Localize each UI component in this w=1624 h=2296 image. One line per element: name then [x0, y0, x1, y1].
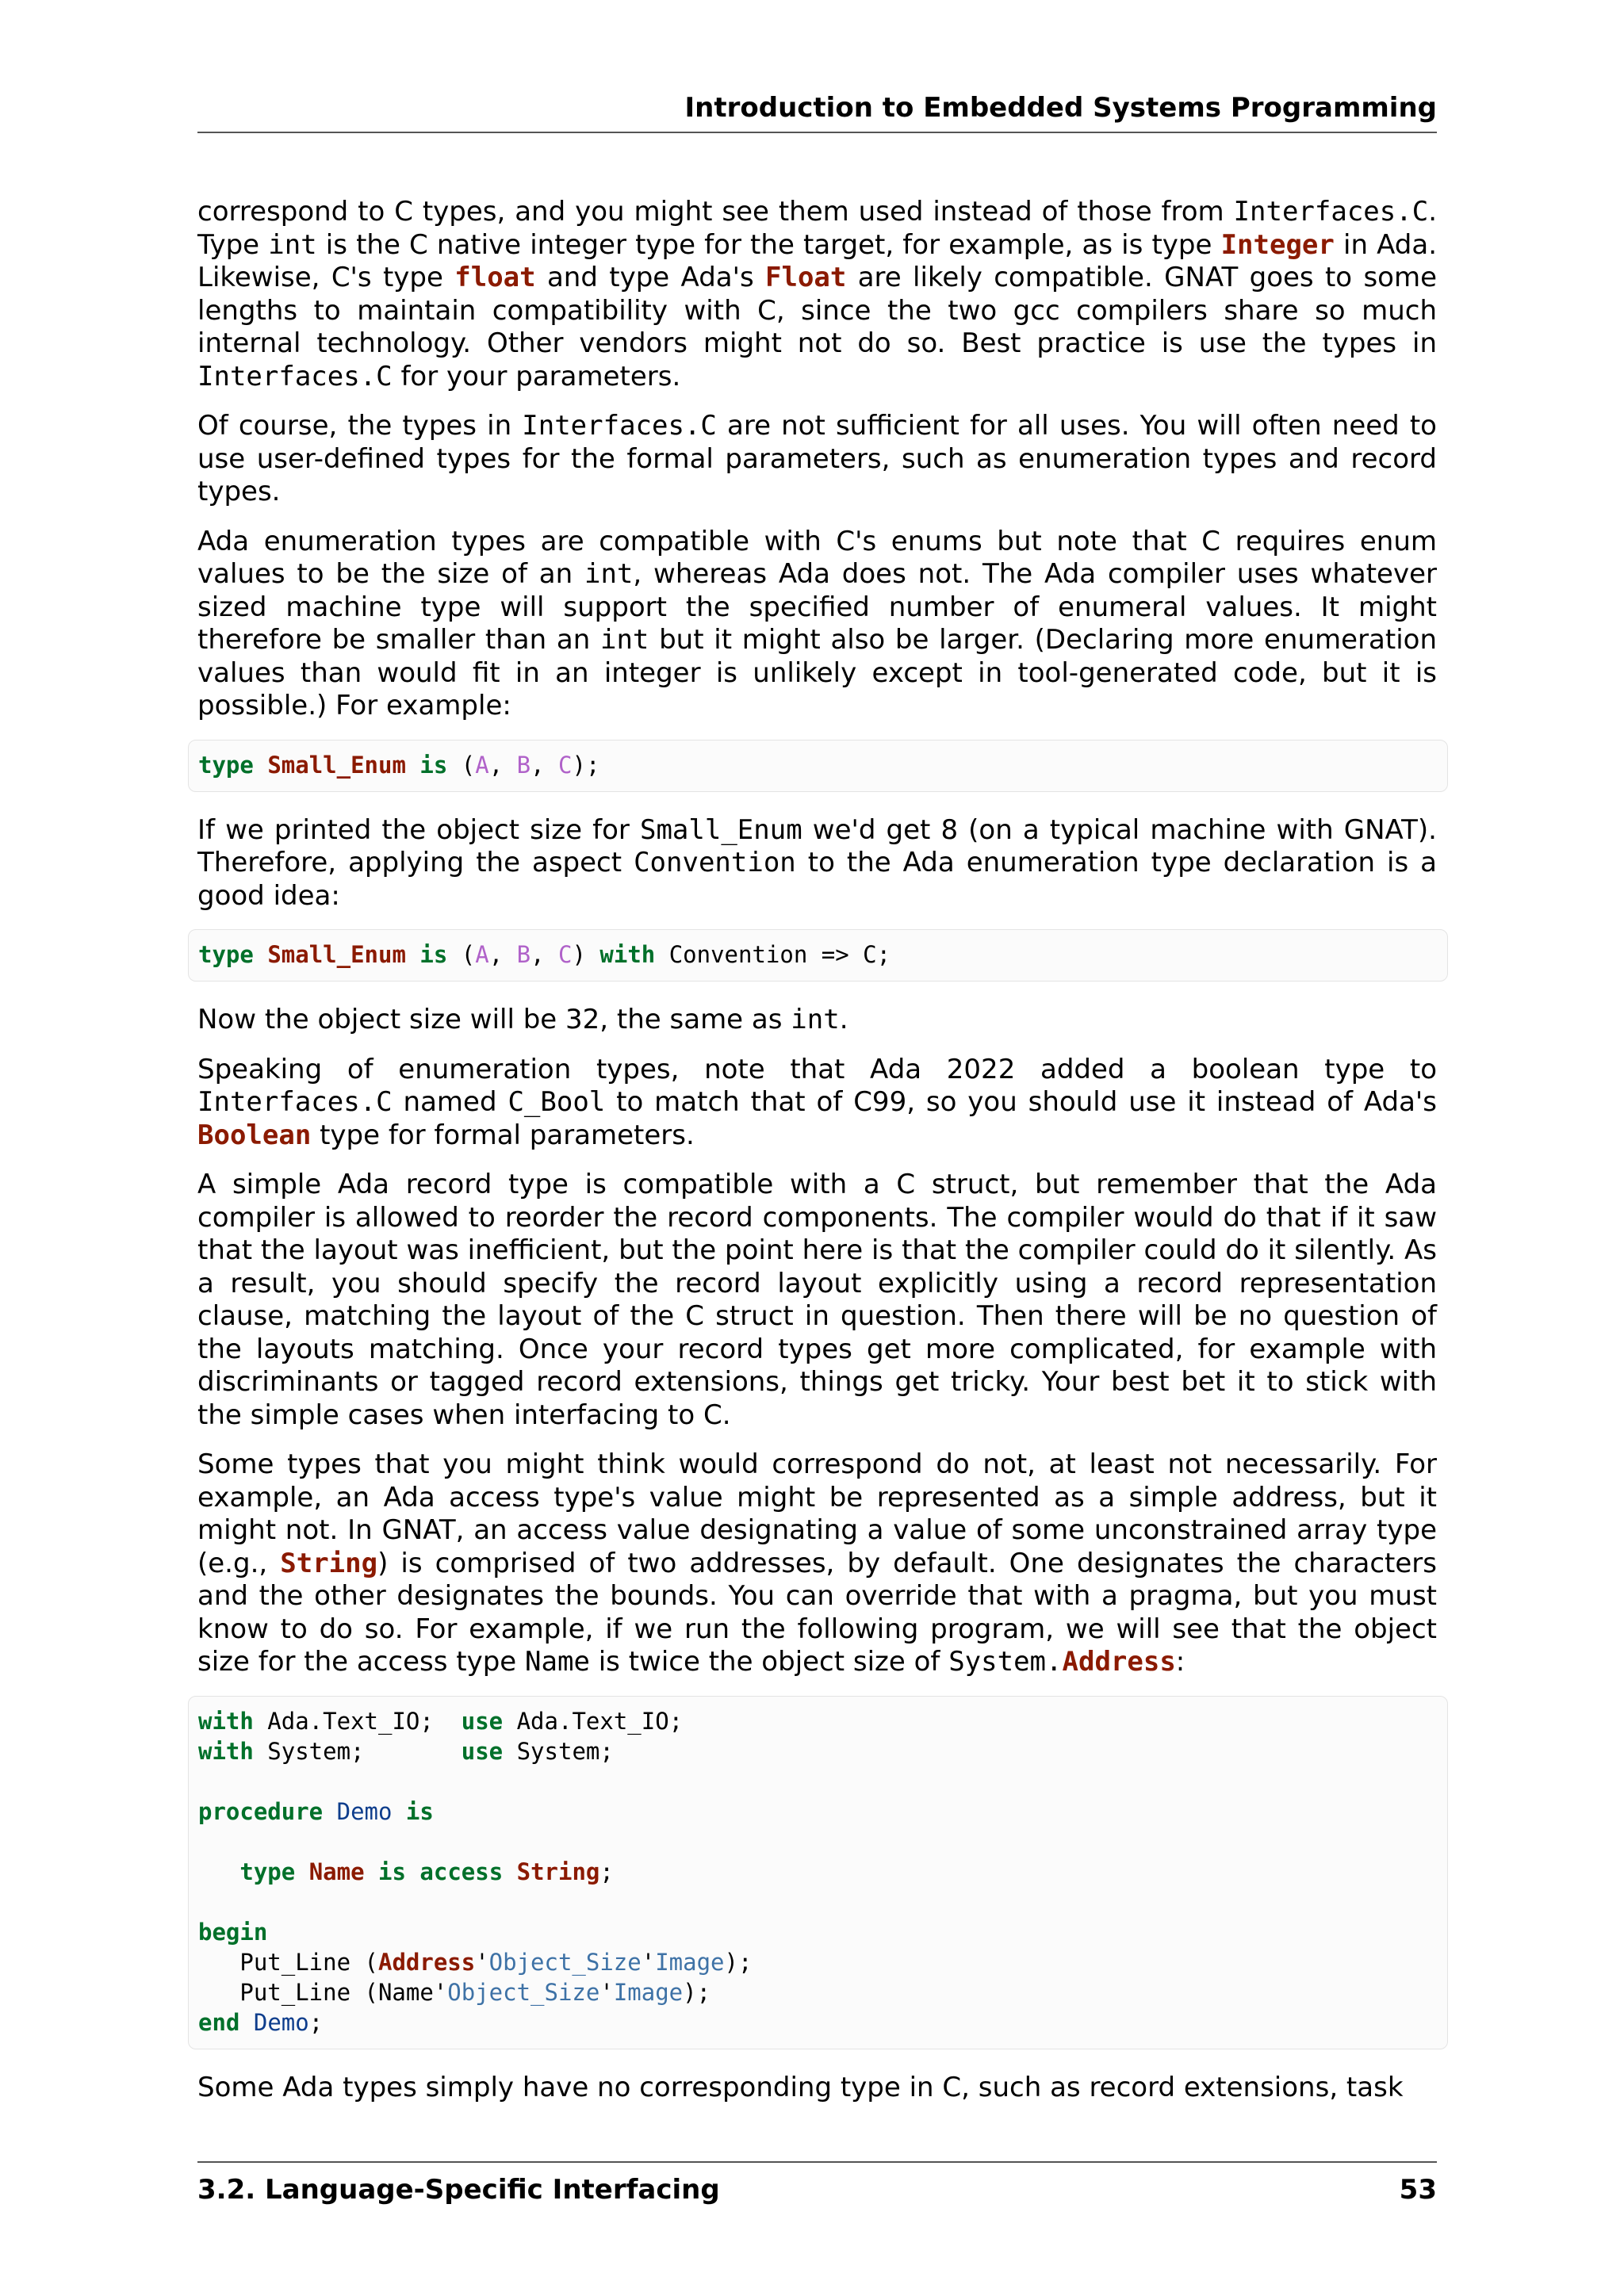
inline-code: Interfaces.C	[197, 1086, 393, 1118]
inline-code: System.	[948, 1646, 1063, 1678]
attribute: Object_Size	[447, 1978, 600, 2006]
punct: (	[447, 941, 476, 968]
text: type for formal parameters.	[311, 1119, 695, 1151]
text: but it might also be larger. (Declaring more enumeration values than would fit in an integer is unlikely except in tool-generated code, but it is possible.) For example:	[197, 624, 1438, 721]
punct: (	[447, 751, 476, 779]
paragraph	[197, 1004, 1437, 1037]
inline-code: int	[268, 228, 317, 261]
code-text: Put_Line (Name'	[198, 1978, 448, 2006]
type-name: String	[516, 1858, 600, 1885]
paragraph	[197, 1169, 1437, 1432]
keyword: type	[239, 1858, 296, 1885]
section-title: 3.2. Language-Specific Interfacing	[197, 2174, 720, 2206]
text: Some Ada types simply have no corresponding type in C, such as record extensions, task	[197, 2071, 1404, 2103]
keyword: type	[198, 751, 254, 779]
punct: ,	[488, 751, 517, 779]
keyword: is access	[378, 1858, 504, 1885]
text: and type Ada's	[535, 262, 766, 293]
punct: ;	[308, 2008, 324, 2036]
code-text: Ada.Text_IO;	[503, 1707, 684, 1735]
punct: ,	[530, 941, 559, 968]
type-name: Small_Enum	[267, 941, 406, 968]
text: Some types that you might think would correspond do not, at least not necessarily. For example, an Ada access type's value might be represented as a simple address, but it might not. In GNAT, an access value designating a value of some unconstrained array type (e.g.,	[197, 1448, 1437, 1579]
text: ) is comprised of two addresses, by default. One designates the characters and the other designates the bounds. You can override that with a pragma, but you must know to do so. For example, if we run the following program, we will see that the object size for the access type	[197, 1547, 1437, 1678]
paragraph	[197, 410, 1437, 509]
keyword: is	[419, 941, 448, 968]
code-block	[188, 1696, 1448, 2049]
inline-code-type: Integer	[1220, 228, 1335, 261]
page-header	[197, 92, 1437, 133]
paragraph	[197, 1448, 1437, 1679]
enum-literal: A	[475, 751, 489, 779]
paragraph	[197, 814, 1437, 913]
keyword: is	[419, 751, 448, 779]
keyword: procedure	[198, 1797, 324, 1825]
paragraph	[197, 2072, 1437, 2105]
text: for your parameters.	[392, 360, 681, 392]
text: to match that of C99, so you should use it instead of Ada's	[605, 1086, 1437, 1118]
enum-literal: C	[558, 751, 573, 779]
keyword: with	[599, 941, 656, 968]
enum-literal: C	[558, 941, 573, 968]
punct: '	[475, 1948, 489, 1976]
text: If we printed the object size for	[197, 813, 640, 846]
inline-code: Interfaces.C	[197, 360, 393, 392]
page-body	[197, 196, 1437, 2121]
code-text: Convention => C;	[655, 941, 891, 968]
code-text: System;	[503, 1737, 614, 1765]
punct: '	[641, 1948, 656, 1976]
paragraph	[197, 1054, 1437, 1153]
inline-code: Interfaces.C	[1233, 196, 1429, 228]
inline-code: int	[791, 1004, 840, 1035]
code-text: Ada.Text_IO;	[253, 1707, 462, 1735]
text: , whereas Ada does not. The Ada compiler uses whatever sized machine type will support the specified number of enumeral values. It might therefore be smaller than an	[197, 558, 1437, 656]
text: Speaking of enumeration types, note that Ada 2022 added a boolean type to	[197, 1053, 1437, 1085]
keyword: with	[198, 1737, 254, 1765]
attribute: Object_Size	[488, 1948, 642, 1976]
inline-code: int	[584, 558, 634, 590]
inline-code: int	[599, 624, 649, 656]
attribute: Image	[655, 1948, 725, 1976]
code-text: System;	[253, 1737, 462, 1765]
running-title: Introduction to Embedded Systems Programming	[684, 92, 1437, 124]
paragraph	[197, 526, 1437, 723]
punct: ;	[599, 1858, 614, 1885]
text: :	[1175, 1646, 1185, 1678]
enum-literal: B	[516, 941, 531, 968]
text: we'd get 8 (on a typical machine with GNAT). Therefore, applying the aspect	[197, 813, 1437, 878]
text: Now the object size will be 32, the same as	[197, 1004, 791, 1035]
text: Ada enumeration types are compatible with C's enums but note that C requires enum values to be the size of an	[197, 525, 1437, 590]
text: is the C native integer type for the target, for example, as is type	[316, 228, 1221, 261]
type-name: Address	[377, 1948, 476, 1976]
inline-code: C_Bool	[508, 1086, 606, 1118]
text: .	[839, 1004, 848, 1035]
inline-code: Small_Enum	[639, 813, 802, 846]
punct: );	[683, 1978, 711, 2006]
enum-literal: B	[516, 751, 531, 779]
punct: );	[724, 1948, 753, 1976]
text: are likely compatible. GNAT goes to some lengths to maintain compatibility with C, since the two gcc compilers share so much internal technology. Other vendors might not do so. Best practice is use the types in	[197, 262, 1437, 359]
type-name: Small_Enum	[267, 751, 406, 779]
keyword: end	[198, 2008, 240, 2036]
enum-literal: A	[475, 941, 489, 968]
punct: )	[572, 941, 600, 968]
code-text: Put_Line (	[198, 1948, 378, 1976]
text: correspond to C types, and you might see them used instead of those from	[197, 196, 1234, 228]
punct: );	[572, 751, 600, 779]
punct: '	[599, 1978, 614, 2006]
code-block	[188, 740, 1448, 792]
type-name: Name	[308, 1858, 365, 1885]
inline-code-type: String	[280, 1547, 378, 1579]
text: in Ada. Likewise, C's type	[197, 228, 1438, 293]
paragraph	[197, 196, 1437, 393]
inline-code: Convention	[634, 847, 796, 878]
procedure-name: Demo	[336, 1797, 393, 1825]
attribute: Image	[613, 1978, 684, 2006]
text: Of course, the types in	[197, 410, 523, 442]
keyword: begin	[198, 1918, 268, 1946]
text: named	[392, 1086, 508, 1118]
text: A simple Ada record type is compatible with a C struct, but remember that the Ada compiler is allowed to reorder the record components. The compiler would do that if it saw that the layout was inefficient, but the point here is that the compiler could do it silently. As a result, you should specify the record layout explicitly using a record representation clause, matching the layout of the C struct in question. Then there will be no question of the layouts matching. Once your record types get more complicated, for example with discriminants or tagged record extensions, things get tricky. Your best bet it to stick with the simple cases when interfacing to C.	[197, 1169, 1437, 1431]
keyword: use	[461, 1737, 504, 1765]
indent	[198, 1858, 239, 1885]
code-block	[188, 929, 1448, 982]
text: is twice the object size of	[589, 1646, 949, 1678]
inline-code-type: float	[454, 262, 536, 293]
keyword: type	[198, 941, 254, 968]
keyword: is	[405, 1797, 434, 1825]
page-number: 53	[1399, 2174, 1437, 2206]
inline-code-type: Boolean	[197, 1119, 312, 1151]
procedure-name: Demo	[253, 2008, 309, 2036]
punct: ,	[488, 941, 517, 968]
inline-code-type: Float	[765, 262, 847, 293]
keyword: with	[198, 1707, 254, 1735]
keyword: use	[461, 1707, 504, 1735]
text: are not sufficient for all uses. You will often need to use user-defined types for the formal parameters, such as enumeration types and record types.	[197, 410, 1437, 507]
inline-code-type: Address	[1062, 1646, 1176, 1678]
page-footer	[197, 2161, 1437, 2206]
inline-code: Name	[525, 1646, 590, 1678]
text: . Type	[197, 196, 1437, 261]
punct: ,	[530, 751, 559, 779]
inline-code: Interfaces.C	[522, 410, 717, 442]
text: to the Ada enumeration type declaration is a good idea:	[197, 847, 1437, 912]
